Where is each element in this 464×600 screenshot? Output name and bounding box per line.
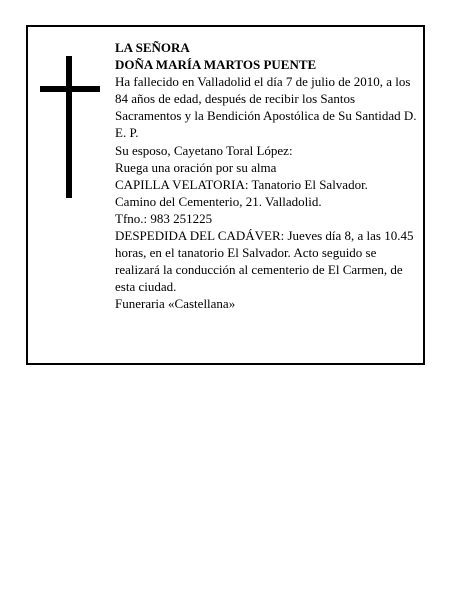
funeral-home: Funeraria «Castellana»: [115, 296, 236, 312]
spouse-line: Su esposo, Cayetano Toral López:: [115, 142, 293, 158]
deceased-name: DOÑA MARÍA MARTOS PUENTE: [115, 57, 317, 73]
prayer-request: Ruega una oración por su alma: [115, 159, 277, 175]
notice-text-block: [115, 39, 420, 313]
farewell-paragraph: DESPEDIDA DEL CADÁVER: Jueves día 8, a las 10.45 horas, en el tanatorio El Salvador. Acto seguido se realizará la conducción al cementerio de El Carmen, de esta ciudad.: [115, 228, 414, 295]
notice-title-line1: LA SEÑORA: [115, 40, 190, 55]
death-paragraph: Ha fallecido en Valladolid el día 7 de julio de 2010, a los 84 años de edad, después de recibir los Santos Sacramentos y la Bendición Apostólica de Su Santidad D. E. P.: [115, 74, 417, 141]
obituary-notice: [26, 25, 425, 365]
cross-horizontal-bar: [40, 86, 100, 92]
phone-line: Tfno.: 983 251225: [115, 210, 213, 226]
chapel-line: CAPILLA VELATORIA: Tanatorio El Salvador.: [115, 176, 368, 192]
cross-vertical-bar: [66, 56, 72, 198]
chapel-address: Camino del Cementerio, 21. Valladolid.: [115, 193, 322, 209]
latin-cross-icon: [40, 56, 100, 198]
